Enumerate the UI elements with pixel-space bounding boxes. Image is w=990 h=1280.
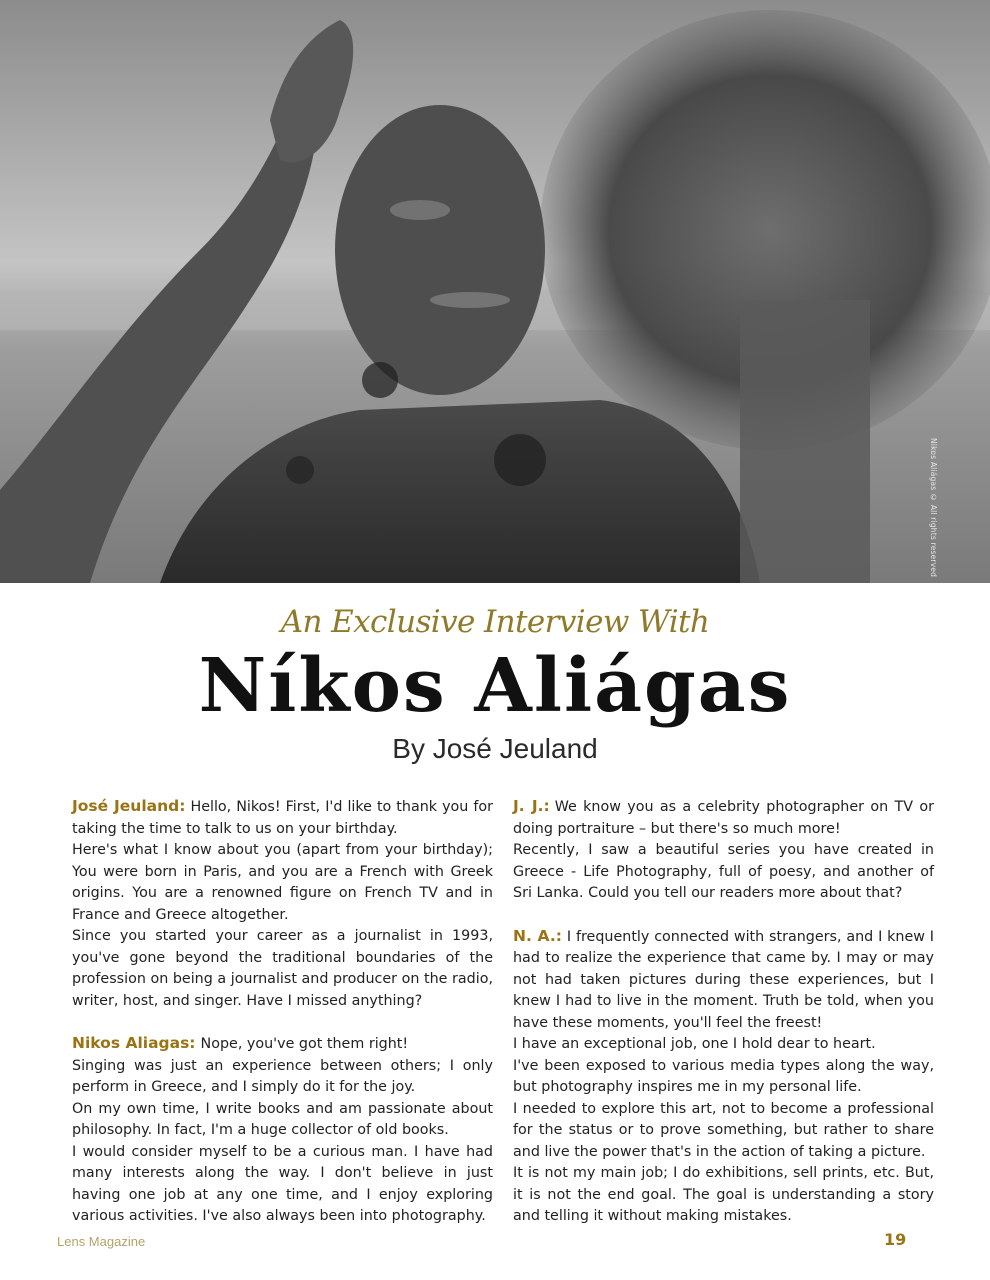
- speaker-label: J. J.:: [513, 797, 550, 815]
- body-text: I frequently connected with strangers, and I knew I had to realize the experience that came by. I may or may not had taken pictures during these experiences, but I knew I had to live in the moment. Truth be told, when you have these moments, you'll feel the freest!: [513, 928, 934, 1031]
- body-paragraph: Since you started your career as a journalist in 1993, you've gone beyond the traditional boundaries of the profession on being a journalist and producer on the radio, writer, host, and singer. Have I missed anything?: [72, 928, 493, 1009]
- body-paragraph: I needed to explore this art, not to become a professional for the status or to prove something, but rather to share and live the power that's in the action of taking a picture.: [513, 1100, 934, 1160]
- page-number: 19: [884, 1230, 907, 1249]
- answer-paragraph: [513, 926, 934, 1035]
- body-text: We know you as a celebrity photographer on TV or doing portraiture – but there's so much more!: [513, 799, 935, 837]
- mud-spot: [362, 362, 398, 398]
- question-paragraph: [513, 796, 934, 840]
- body-paragraph: It is not my main job; I do exhibitions, sell prints, etc. But, it is not the end goal. The goal is understanding a story and telling it without making mistakes.: [513, 1165, 934, 1224]
- mud-spot: [286, 456, 314, 484]
- speaker-label: Nikos Aliagas:: [72, 1034, 196, 1052]
- body-paragraph: Recently, I saw a beautiful series you have created in Greece - Life Photography, full of poesy, and another of Sri Lanka. Could you tell our readers more about that?: [513, 842, 934, 901]
- head: [335, 105, 545, 395]
- speaker-label: José Jeuland:: [72, 797, 186, 815]
- body-paragraph: I've been exposed to various media types along the way, but photography inspires me in my personal life.: [513, 1057, 934, 1095]
- body-paragraph: Singing was just an experience between others; I only perform in Greece, and I simply do it for the joy.: [72, 1057, 493, 1095]
- question-paragraph: [72, 796, 493, 840]
- body-paragraph: On my own time, I write books and am passionate about philosophy. In fact, I'm a huge collector of old books.: [72, 1100, 493, 1138]
- speaker-label: N. A.:: [513, 926, 562, 945]
- mouth-highlight: [430, 292, 510, 308]
- hero-photo: [0, 0, 990, 583]
- answer-paragraph: [72, 1033, 493, 1056]
- paragraph-spacer: [513, 905, 934, 926]
- body-paragraph: I have an exceptional job, one I hold dear to heart.: [513, 1036, 876, 1052]
- paragraph-spacer: [72, 1012, 493, 1033]
- body-paragraph: Here's what I know about you (apart from your birthday); You were born in Paris, and you are a French with Greek origins. You are a renowned figure on French TV and in France and Greece altogether.: [72, 842, 493, 923]
- body-paragraph: I would consider myself to be a curious man. I have had many interests along the way. I don't believe in just having one job at any one time, and I enjoy exploring various activities. I've also always been into photography.: [72, 1143, 493, 1224]
- body-text: Hello, Nikos! First, I'd like to thank you for taking the time to talk to us on your birthday.: [72, 799, 494, 837]
- eye-highlight: [390, 200, 450, 220]
- photo-credit: Nikos Aliágas © All rights reserved: [929, 438, 938, 578]
- body-text: Nope, you've got them right!: [200, 1036, 409, 1052]
- article-byline: By José Jeuland: [392, 733, 598, 764]
- wooden-post: [740, 300, 870, 583]
- title-kicker: An Exclusive Interview With: [280, 604, 710, 640]
- article-title: Níkos Aliágas: [198, 643, 792, 729]
- right-column: [513, 796, 934, 1228]
- magazine-name: Lens Magazine: [57, 1234, 146, 1249]
- hero-photo-illustration: [0, 0, 990, 583]
- left-column: [72, 796, 493, 1228]
- mud-spot: [494, 434, 546, 486]
